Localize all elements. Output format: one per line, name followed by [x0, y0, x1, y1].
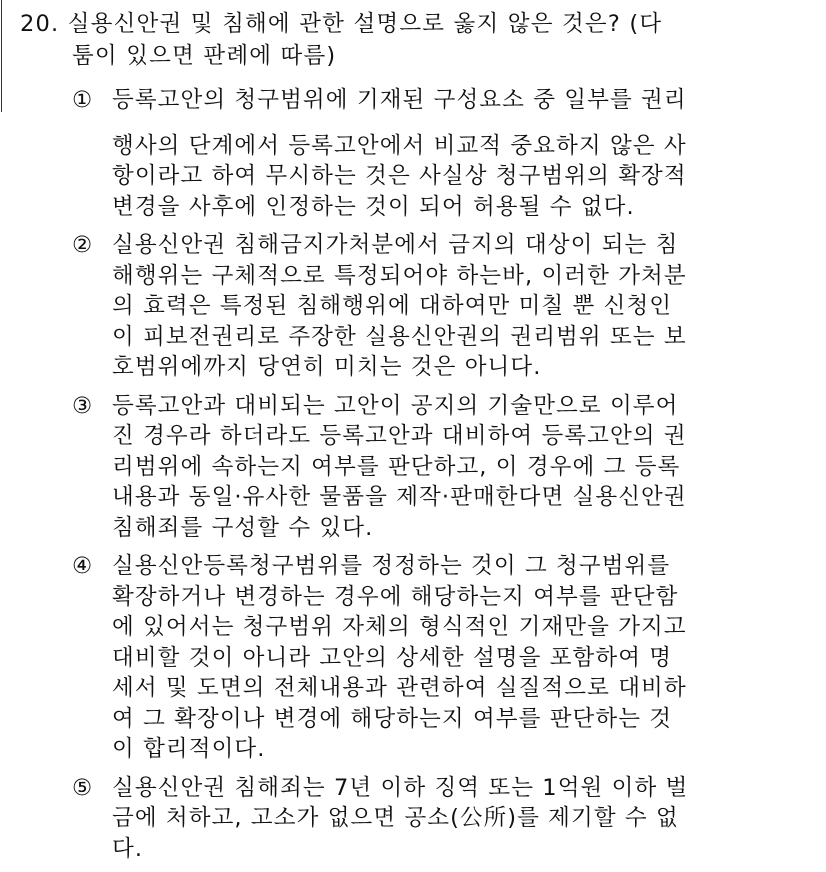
option-line: 여 그 확장이나 변경에 해당하는지 여부를 판단하는 것 [112, 705, 673, 732]
question [20, 8, 810, 72]
question-text-line1: 실용신안권 및 침해에 관한 설명으로 옳지 않은 것은? (다 [67, 11, 663, 37]
option-line: 해행위는 구체적으로 특정되어야 하는바, 이러한 가처분 [112, 262, 687, 289]
option-line: 세서 및 도면의 전체내용과 관련하여 실질적으로 대비하 [112, 675, 687, 701]
option-line: 등록고안과 대비되는 고안이 공지의 기술만으로 이루어 [112, 392, 679, 419]
option-2-marker: ② [72, 232, 94, 258]
option-3-marker: ③ [72, 392, 94, 419]
option-4[interactable] [72, 551, 772, 765]
option-line: 진 경우라 하더라도 등록고안과 대비하여 등록고안의 권 [112, 423, 687, 449]
option-line: 변경을 사후에 인정하는 것이 되어 허용될 수 없다. [112, 193, 635, 220]
option-line: 항이라고 하여 무시하는 것은 사실상 청구범위의 확장적 [112, 163, 687, 189]
option-line: 이 합리적이다. [112, 736, 266, 762]
answer-options [72, 85, 772, 872]
option-line: 내용과 동일·유사한 물품을 제작·판매한다면 실용신안권 [112, 484, 687, 510]
option-3[interactable] [72, 391, 772, 544]
option-line: 실용신안등록청구범위를 정정하는 것이 그 청구범위를 [112, 553, 671, 579]
option-line: 이 피보전권리로 주장한 실용신안권의 권리범위 또는 보 [112, 323, 687, 350]
question-number: 20. [20, 11, 60, 37]
option-line: 에 있어서는 청구범위 자체의 형식적인 기재만을 가지고 [112, 614, 687, 640]
question-text-line2: 툼이 있으면 판례에 따름) [72, 43, 337, 69]
option-4-marker: ④ [72, 553, 94, 579]
option-line: 행사의 단계에서 등록고안에서 비교적 중요하지 않은 사 [112, 132, 687, 159]
option-line: 호범위에까지 당연히 미치는 것은 아니다. [112, 354, 542, 380]
option-line: 대비할 것이 아니라 고안의 상세한 설명을 포함하여 명 [112, 644, 673, 671]
option-line: 실용신안권 침해죄는 7년 이하 징역 또는 1억원 이하 벌 [112, 774, 689, 801]
option-line: 등록고안의 청구범위에 기재된 구성요소 중 일부를 권리 [112, 87, 687, 113]
option-5-marker: ⑤ [72, 774, 94, 801]
option-line: 확장하거나 변경하는 경우에 해당하는지 여부를 판단함 [112, 583, 679, 610]
option-line: 리범위에 속하는지 여부를 판단하고, 이 경우에 그 등록 [112, 453, 681, 480]
option-2[interactable] [72, 230, 772, 383]
question-stem [20, 8, 810, 40]
option-5[interactable] [72, 773, 772, 865]
option-line: 실용신안권 침해금지가처분에서 금지의 대상이 되는 침 [112, 232, 679, 258]
option-1[interactable] [72, 85, 772, 222]
option-line: 침해죄를 구성할 수 있다. [112, 514, 374, 541]
option-line: 의 효력은 특정된 침해행위에 대하여만 미칠 뿐 신청인 [112, 293, 673, 319]
option-1-marker: ① [72, 87, 94, 113]
option-line: 다. [112, 835, 144, 862]
left-margin-rule [1, 0, 2, 112]
option-line: 금에 처하고, 고소가 없으면 공소(公所)를 제기할 수 없 [112, 805, 679, 831]
